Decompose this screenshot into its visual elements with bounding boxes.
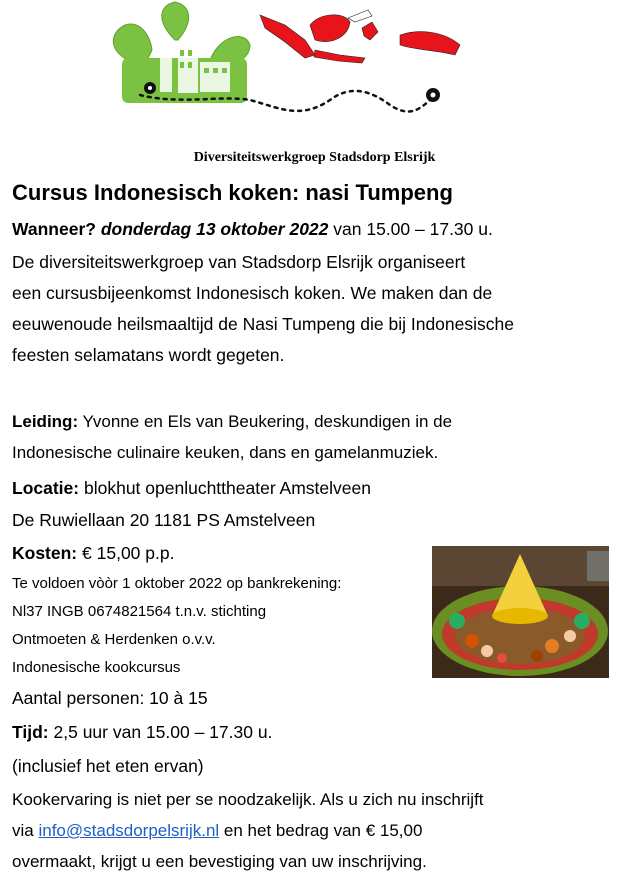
closing-line: Kookervaring is niet per se noodzakelijk. Als u zich nu inschrijft — [12, 790, 484, 809]
leiding-line2: Indonesische culinaire keuken, dans en gamelanmuziek. — [12, 443, 439, 462]
leiding-label: Leiding: — [12, 412, 79, 431]
tijd-note: (inclusief het eten ervan) — [12, 756, 204, 776]
locatie-line — [12, 478, 371, 499]
locatie-label: Locatie: — [12, 478, 80, 498]
aantal-personen: Aantal personen: 10 à 15 — [12, 688, 208, 708]
tijd-line — [12, 722, 272, 743]
closing-post: en het bedrag van € 15,00 — [219, 821, 423, 840]
stadsdorp-logo — [100, 0, 470, 135]
nasi-tumpeng-photo — [432, 546, 609, 678]
locatie-address: De Ruwiellaan 20 1181 PS Amstelveen — [12, 510, 316, 530]
leiding-line — [12, 412, 452, 432]
when-label: Wanneer? — [12, 219, 96, 239]
indonesia-map-icon — [260, 10, 460, 63]
leaves-icon — [113, 2, 250, 103]
when-time: van 15.00 – 17.30 u. — [333, 219, 493, 239]
payment-line: Indonesische kookcursus — [12, 659, 181, 676]
when-line — [12, 219, 493, 240]
kosten-label: Kosten: — [12, 543, 78, 563]
when-date: donderdag 13 oktober 2022 — [100, 219, 329, 239]
intro-line: feesten selamatans wordt gegeten. — [12, 345, 285, 365]
locatie-text: blokhut openluchttheater Amstelveen — [83, 478, 371, 498]
payment-line: Nl37 INGB 0674821564 t.n.v. stichting — [12, 603, 267, 620]
closing-pre: via — [12, 821, 39, 840]
email-link[interactable]: info@stadsdorpelsrijk.nl — [38, 821, 220, 840]
closing-email-line — [12, 821, 422, 841]
intro-line: De diversiteitswerkgroep van Stadsdorp Elsrijk organiseert — [12, 252, 466, 272]
payment-line: Ontmoeten & Herdenken o.v.v. — [12, 631, 216, 648]
kosten-line — [12, 543, 174, 564]
leiding-text: Yvonne en Els van Beukering, deskundigen in de — [82, 412, 453, 431]
tijd-value: 2,5 uur van 15.00 – 17.30 u. — [53, 722, 273, 742]
page-title: Cursus Indonesisch koken: nasi Tumpeng — [12, 180, 453, 205]
closing-line: overmaakt, krijgt u een bevestiging van uw inschrijving. — [12, 852, 427, 871]
intro-line: eeuwenoude heilsmaaltijd de Nasi Tumpeng die bij Indonesische — [12, 314, 514, 334]
intro-line: een cursusbijeenkomst Indonesisch koken. We maken dan de — [12, 283, 493, 303]
tijd-label: Tijd: — [12, 722, 49, 742]
kosten-value: € 15,00 p.p. — [82, 543, 175, 563]
payment-line: Te voldoen vòòr 1 oktober 2022 op bankrekening: — [12, 575, 342, 592]
organization-name: Diversiteitswerkgroep Stadsdorp Elsrijk — [193, 150, 436, 165]
